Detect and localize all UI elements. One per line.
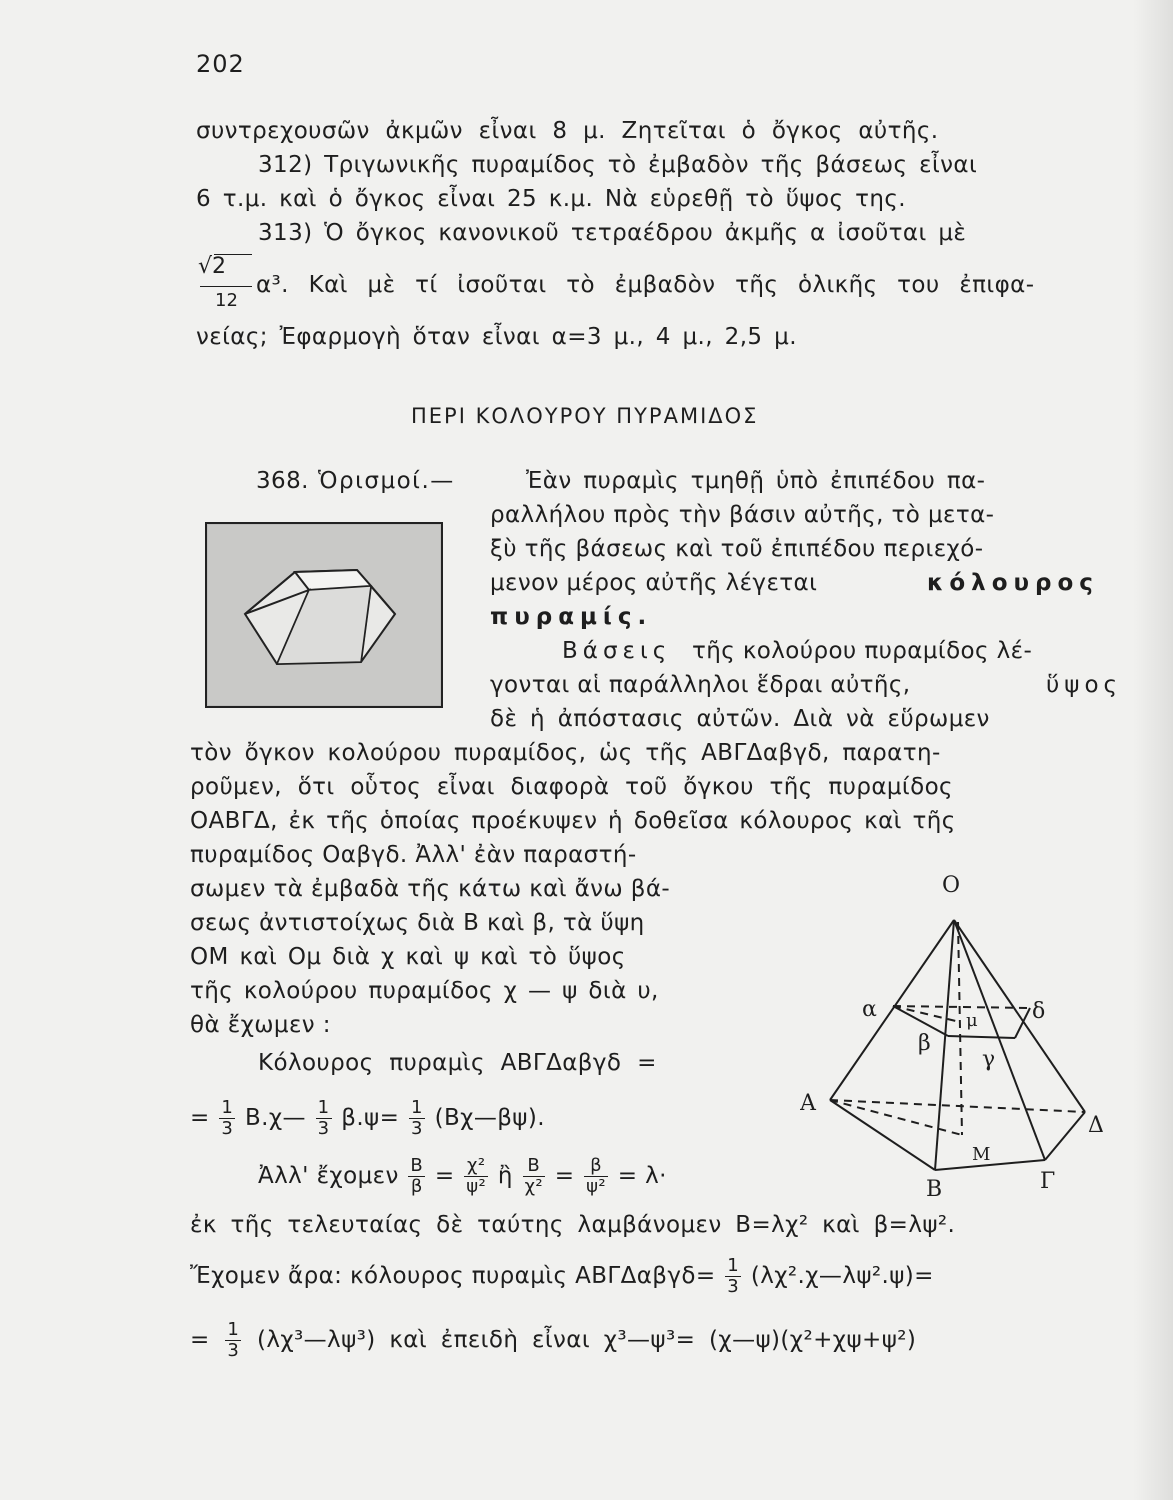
term-pyramis: πυραμίς. (490, 604, 653, 630)
label-d: δ (1032, 999, 1046, 1024)
label-B: Β (926, 1177, 943, 1200)
formula-term: Ἀλλ' ἔχομεν (258, 1163, 399, 1189)
fraction-numerator: 1 (317, 1097, 330, 1118)
text-line: σωμεν τὰ ἐμβαδὰ τῆς κάτω καὶ ἄνω βά- (190, 876, 671, 902)
edge-bg (948, 1036, 1015, 1038)
text-line: σεως ἀντιστοίχως διὰ Β καὶ β, τὰ ὕψη (190, 910, 645, 936)
text-line: α³. Καὶ μὲ τί ἰσοῦται τὸ ἐμβαδὸν τῆς ὁλικῆς του ἐπιφα- (256, 272, 1035, 298)
equals-sign: = (190, 1327, 210, 1353)
text-line: ροῦμεν, ὅτι οὗτος εἶναι διαφορὰ τοῦ ὄγκου τῆς πυραμίδος (190, 774, 953, 800)
label-D: Δ (1088, 1113, 1104, 1138)
sqrt-bar (214, 254, 252, 255)
fraction-numerator: Β (523, 1156, 545, 1177)
page-number: 202 (196, 50, 245, 78)
fraction-one-third (725, 1256, 741, 1297)
text-line: Κόλουρος πυραμὶς ΑΒΓΔαβγδ = (258, 1050, 657, 1076)
equals-sign: = (554, 1163, 575, 1189)
formula-term: (λχ².χ—λψ².ψ)= (750, 1263, 934, 1289)
fraction-denominator: β (410, 1176, 423, 1197)
line-a-mu (893, 1006, 960, 1022)
fraction-numerator: 1 (221, 1097, 234, 1118)
formula-term: (Βχ—βψ). (434, 1105, 545, 1131)
formula-line (190, 1320, 916, 1361)
text-line: μενον μέρος αὐτῆς λέγεται (490, 570, 818, 596)
formula-term: = λ· (617, 1163, 667, 1189)
fraction-denominator: 3 (221, 1118, 234, 1139)
formula-term: β.ψ= (341, 1105, 400, 1131)
text-line: ΟΑΒΓΔ, ἐκ τῆς ὁποίας προέκυψεν ἡ δοθεῖσα κόλουρος καὶ τῆς (190, 808, 956, 834)
label-O: O (942, 873, 961, 898)
text-line: 6 τ.μ. καὶ ὁ ὄγκος εἶναι 25 κ.μ. Νὰ εὑρεθῇ τὸ ὕψος της. (196, 186, 906, 212)
fraction-x2-y2 (464, 1156, 488, 1197)
formula-term: ἢ (497, 1163, 513, 1189)
edge-ad-hidden (893, 1006, 1030, 1008)
label-mu: μ (966, 1010, 978, 1031)
fraction-denominator: ψ² (466, 1176, 487, 1197)
edge-OG (954, 920, 1045, 1160)
equals-sign: = (190, 1105, 210, 1131)
fraction-B-x2 (523, 1156, 545, 1197)
fraction-b-y2 (584, 1156, 608, 1197)
edge-AB (830, 1100, 935, 1170)
fraction-denominator: 3 (317, 1118, 330, 1139)
fraction-denominator: ψ² (586, 1176, 607, 1197)
fraction-numerator: Β (410, 1155, 424, 1176)
fraction-bar (200, 286, 252, 287)
fraction-denominator: 3 (227, 1340, 240, 1361)
text-line: τῆς κολούρου πυραμίδος λέ- (692, 638, 1033, 664)
fraction-denominator: 3 (411, 1118, 423, 1139)
fraction-denominator: χ² (524, 1176, 544, 1197)
label-a: α (862, 997, 877, 1022)
fraction-numerator: 1 (411, 1097, 423, 1118)
fraction-one-third (219, 1098, 235, 1139)
fraction-numerator: β (584, 1156, 608, 1177)
term-kolouros: κόλουρος (927, 570, 1099, 596)
edge-OA (830, 920, 954, 1100)
text-line: τὸν ὄγκον κολούρου πυραμίδος, ὡς τῆς ΑΒΓΔαβγδ, παρατη- (190, 740, 941, 766)
text-line: δὲ ἡ ἀπόστασις αὐτῶν. Διὰ νὰ εὕρωμεν (490, 706, 990, 732)
formula-term: (λχ³—λψ³) καὶ ἐπειδὴ εἶναι χ³—ψ³= (χ—ψ)(χ²+χψ+ψ²) (256, 1327, 917, 1353)
term-ypsos: ὕψος (1046, 672, 1123, 698)
section-title: Ὁρισμοί.— (318, 468, 455, 494)
equals-sign: = (434, 1163, 455, 1189)
frustum-photo (205, 522, 443, 708)
fraction-one-third (225, 1320, 241, 1361)
formula-term: Β.χ— (244, 1105, 306, 1131)
text-line: ραλλήλου πρὸς τὴν βάσιν αὐτῆς, τὸ μετα- (490, 502, 995, 528)
fraction-denominator: 12 (215, 290, 238, 311)
sqrt-value: 2 (212, 254, 227, 279)
label-M: Μ (972, 1144, 991, 1165)
fraction-numerator: 1 (727, 1255, 740, 1276)
text-line: Ἐὰν πυραμὶς τμηθῇ ὑπὸ ἐπιπέδου πα- (526, 468, 986, 494)
fraction-denominator: 3 (727, 1276, 740, 1297)
height-OM (958, 922, 962, 1135)
exercise-313: 313) Ὁ ὄγκος κανονικοῦ τετραέδρου ἀκμῆς α ἰσοῦται μὲ (258, 220, 967, 246)
text-line: ξὺ τῆς βάσεως καὶ τοῦ ἐπιπέδου περιεχό- (490, 536, 984, 562)
formula-ratio (258, 1156, 667, 1197)
fraction-one-third (316, 1098, 332, 1139)
formula-term: Ἔχομεν ἄρα: κόλουρος πυραμὶς ΑΒΓΔαβγδ= (190, 1263, 716, 1289)
section-number: 368. (256, 468, 309, 494)
edge-AD-hidden (830, 1100, 1085, 1112)
text-line: πυραμίδος Οαβγδ. Ἀλλ' ἐὰν παραστή- (190, 842, 637, 868)
text-line: νείας; Ἐφαρμογὴ ὅταν εἶναι α=3 μ., 4 μ., 2,5 μ. (196, 324, 797, 350)
label-A: Α (800, 1091, 816, 1116)
text-line: ΟΜ καὶ Ομ διὰ χ καὶ ψ καὶ τὸ ὕψος (190, 944, 626, 970)
page-edge-shadow (1133, 0, 1173, 1500)
text-line: θὰ ἔχωμεν : (190, 1012, 331, 1038)
label-g: γ (982, 1047, 996, 1072)
text-line: συντρεχουσῶν ἀκμῶν εἶναι 8 μ. Ζητεῖται ὁ ὄγκος αὐτῆς. (196, 118, 939, 144)
text-line: γονται αἱ παράλληλοι ἕδραι αὐτῆς, (490, 672, 911, 698)
text-line: τῆς κολούρου πυραμίδος χ — ψ διὰ υ, (190, 978, 659, 1004)
fraction-B-b (408, 1156, 425, 1197)
exercise-312: 312) Τριγωνικῆς πυραμίδος τὸ ἐμβαδὸν τῆς βάσεως εἶναι (258, 152, 978, 178)
label-G: Γ (1040, 1169, 1056, 1194)
text-line: ἐκ τῆς τελευταίας δὲ ταύτης λαμβάνομεν Β=λχ² καὶ β=λψ². (190, 1212, 956, 1238)
edge-OB (935, 920, 954, 1170)
fraction-numerator: 1 (227, 1319, 240, 1340)
formula-volume (190, 1098, 545, 1139)
formula-line (190, 1256, 934, 1297)
pyramid-diagram (800, 860, 1120, 1200)
section-heading: ΠΕΡΙ ΚΟΛΟΥΡΟΥ ΠΥΡΑΜΙΔΟΣ (411, 404, 759, 428)
term-vaseis: Βάσεις (562, 638, 672, 664)
sqrt-sign: √2 (198, 254, 227, 279)
label-b: β (918, 1031, 931, 1056)
edge-GD (1045, 1112, 1085, 1160)
fraction-one-third (409, 1098, 425, 1139)
fraction-numerator: χ² (464, 1156, 488, 1177)
